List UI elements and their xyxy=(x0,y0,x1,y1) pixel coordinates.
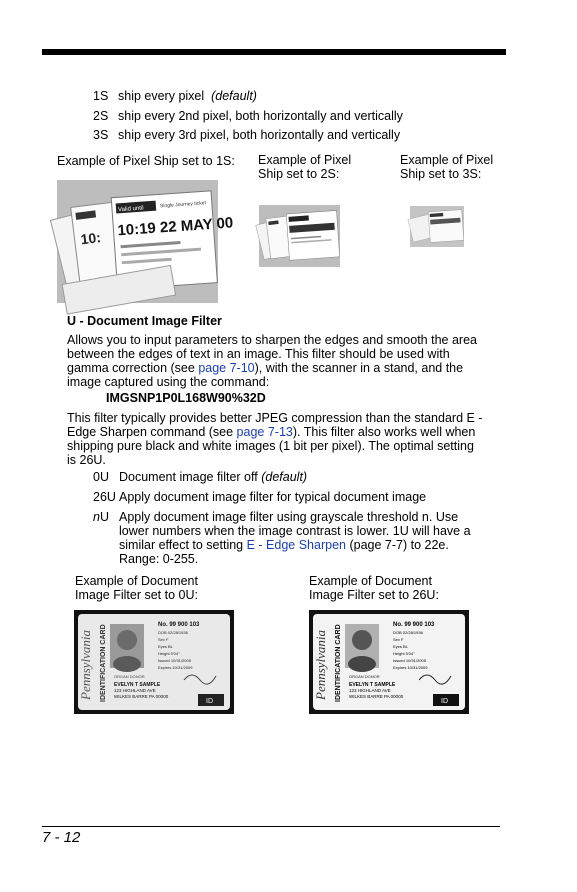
card-state: Pennsylvania xyxy=(78,629,93,700)
tickets-image xyxy=(259,205,340,267)
ship-option-3s xyxy=(93,128,533,142)
card-expires: Expires 10/31/2009 xyxy=(393,665,428,670)
command-string: IMGSNP1P0L168W90%32D xyxy=(106,391,266,405)
card-vertical-title: IDENTIFICATION CARD xyxy=(335,624,342,702)
u-option-0u xyxy=(93,470,307,484)
u-option-nu xyxy=(93,510,513,566)
caption-line: Ship set to 2S: xyxy=(258,167,340,181)
ticket-photo-1s xyxy=(57,180,234,303)
text-run: similar effect to setting xyxy=(119,538,247,552)
card-address-2: WILKES BARRE PA 00000 xyxy=(349,694,404,699)
option-code xyxy=(93,510,109,524)
top-rule xyxy=(42,49,506,55)
option-text: ship every 3rd pixel, both horizontally and vertically xyxy=(118,128,401,142)
ship-example-caption-1s: Example of Pixel Ship set to 1S: xyxy=(57,154,235,168)
option-code: 3S xyxy=(93,128,109,142)
compression-paragraph xyxy=(67,411,507,467)
description-line: lower numbers when the image contrast is lower. 1U will have a xyxy=(119,524,471,538)
ship-option-1s xyxy=(93,89,533,103)
card-number: No. 99 900 103 xyxy=(158,622,200,628)
card-name: EVELYN T SAMPLE xyxy=(114,682,161,688)
option-default: (default) xyxy=(211,89,257,103)
option-text: Document image filter off xyxy=(119,470,258,484)
ship-option-2s xyxy=(93,109,533,123)
card-address-2: WILKES BARRE PA 00000 xyxy=(114,694,169,699)
card-address-1: 123 HIGHLAND AVE xyxy=(114,688,156,693)
tickets-image xyxy=(57,180,234,303)
card-address-1: 123 HIGHLAND AVE xyxy=(349,688,391,693)
paragraph-line xyxy=(67,361,507,375)
text-run: Edge Sharpen command (see xyxy=(67,425,237,439)
filter-example-caption-26u xyxy=(309,574,439,602)
option-text: ship every 2nd pixel, both horizontally and vertically xyxy=(118,109,403,123)
svg-text:10:: 10: xyxy=(79,229,102,248)
card-id-badge: ID xyxy=(441,698,448,705)
description-line xyxy=(119,538,513,552)
card-number: No. 99 900 103 xyxy=(393,622,435,628)
ticket-time: 10:19 22 MAY 00 xyxy=(116,214,234,240)
card-height: Height 5'04" xyxy=(393,651,415,656)
ticket-single: Single Journey ticket xyxy=(159,200,207,210)
card-issued: Issued 10/31/2005 xyxy=(393,658,426,663)
card-name: EVELYN T SAMPLE xyxy=(349,682,396,688)
caption-line: Image Filter set to 26U: xyxy=(309,588,439,602)
paragraph-line: between the edges of text in an image. This filter should be used with xyxy=(67,347,450,361)
id-card-graphic xyxy=(309,610,469,714)
option-default: (default) xyxy=(261,470,308,484)
card-vertical-title: IDENTIFICATION CARD xyxy=(100,624,107,702)
card-dob: DOB 02/28/1936 xyxy=(158,630,188,635)
section-heading: U - Document Image Filter xyxy=(67,314,222,328)
caption-line: Example of Document xyxy=(75,574,198,588)
text-run: ), with the scanner in a stand, and the xyxy=(254,361,464,375)
option-code: 26U xyxy=(93,490,116,504)
caption-line: Example of Document xyxy=(309,574,432,588)
code-suffix: U xyxy=(99,510,109,524)
card-sex: Sex F xyxy=(158,637,169,642)
card-id-badge: ID xyxy=(206,698,213,705)
caption-line: Ship set to 3S: xyxy=(400,167,482,181)
option-text: ship every pixel xyxy=(118,89,205,103)
card-donor: ORGAN DONOR xyxy=(349,674,380,679)
card-donor: ORGAN DONOR xyxy=(114,674,145,679)
card-expires: Expires 10/31/2009 xyxy=(158,665,193,670)
code-variable: n xyxy=(93,510,100,524)
card-dob: DOB 02/28/1936 xyxy=(393,630,423,635)
id-card-image-0u xyxy=(74,610,234,714)
id-card-image-26u xyxy=(309,610,469,714)
ship-example-caption-3s xyxy=(400,153,493,181)
option-code: 2S xyxy=(93,109,109,123)
card-sex: Sex F xyxy=(393,637,404,642)
paragraph-line: image captured using the command: xyxy=(67,375,270,389)
filter-example-caption-0u xyxy=(75,574,198,602)
bottom-rule xyxy=(42,826,500,827)
page-7-10-link[interactable]: page 7-10 xyxy=(198,361,255,375)
text-run: (page 7-7) to 22e. xyxy=(345,538,449,552)
option-description xyxy=(119,510,513,566)
text-run: ). This filter also works well when xyxy=(292,425,476,439)
paragraph-line: Allows you to input parameters to sharpen the edges and smooth the area xyxy=(67,333,477,347)
caption-line: Example of Pixel xyxy=(258,153,352,167)
card-state: Pennsylvania xyxy=(313,629,328,700)
option-code: 1S xyxy=(93,89,109,103)
ticket-photo-2s xyxy=(259,205,340,267)
option-text: Apply document image filter for typical document image xyxy=(119,490,427,504)
paragraph-line: This filter typically provides better JPEG compression than the standard E - xyxy=(67,411,483,425)
id-card-graphic xyxy=(74,610,234,714)
caption-line: Image Filter set to 0U: xyxy=(75,588,198,602)
description-line: Apply document image filter using grayscale threshold n. Use xyxy=(119,510,459,524)
ship-example-caption-2s xyxy=(258,153,351,181)
description-line: Range: 0-255. xyxy=(119,552,199,566)
intro-paragraph xyxy=(67,333,507,389)
card-eyes: Eyes BL xyxy=(393,644,408,649)
paragraph-line: shipping pure black and white images (1 bit per pixel). The optimal setting xyxy=(67,439,474,453)
tickets-image xyxy=(410,206,464,247)
ticket-valid: Valid until xyxy=(117,205,144,214)
card-eyes: Eyes BL xyxy=(158,644,173,649)
card-issued: Issued 10/31/2005 xyxy=(158,658,191,663)
ticket-photo-3s xyxy=(410,206,464,247)
paragraph-line xyxy=(67,425,507,439)
option-code: 0U xyxy=(93,470,109,484)
page-number: 7 - 12 xyxy=(42,829,81,846)
paragraph-line: is 26U. xyxy=(67,453,106,467)
text-run: gamma correction (see xyxy=(67,361,199,375)
card-height: Height 5'04" xyxy=(158,651,180,656)
edge-sharpen-link[interactable]: E - Edge Sharpen xyxy=(246,538,346,552)
u-option-26u xyxy=(93,490,426,504)
page-7-13-link[interactable]: page 7-13 xyxy=(236,425,293,439)
caption-line: Example of Pixel xyxy=(400,153,494,167)
